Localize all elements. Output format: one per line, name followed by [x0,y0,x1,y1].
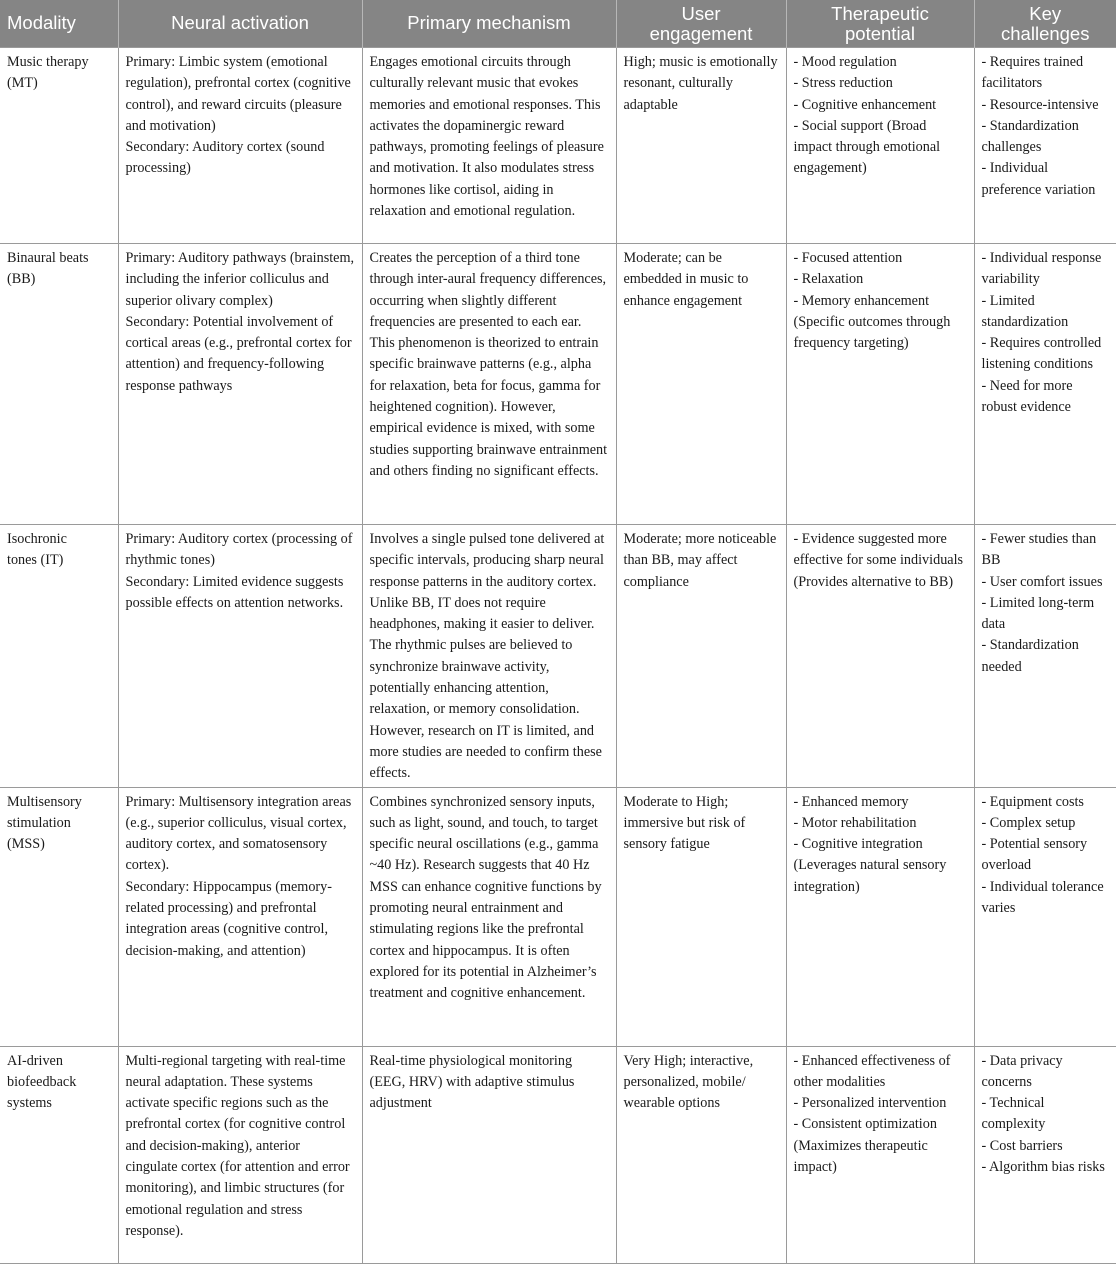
cell-user-engagement: Moderate to High; immersive but risk of sensory fatigue [616,787,786,1046]
cell-modality: Isochronic tones (IT) [0,525,118,788]
table-row [0,48,1116,244]
cell-therapeutic-potential: - Mood regulation - Stress reduction - Cognitive enhancement - Social support (Broad impact through emotional engagement) [786,48,974,244]
cell-key-challenges: - Requires trained facilitators - Resource-intensive - Standardization challenges - Individual preference variation [974,48,1116,244]
cell-therapeutic-potential: - Enhanced effectiveness of other modalities - Personalized intervention - Consistent optimization (Maximizes therapeutic impact) [786,1046,974,1263]
cell-neural-activation: Primary: Auditory pathways (brainstem, including the inferior colliculus and superior olivary complex) Secondary: Potential involvement of cortical areas (e.g., prefrontal cortex for attention) and frequency-following response pathways [118,244,362,525]
table-body [0,48,1116,1264]
cell-primary-mechanism: Real-time physiological monitoring (EEG, HRV) with adaptive stimulus adjustment [362,1046,616,1263]
cell-neural-activation: Multi-regional targeting with real-time neural adaptation. These systems activate specific regions such as the prefrontal cortex (for cognitive control and decision-making), anterior cingulate cortex (for attention and error monitoring), and limbic structures (for emotional regulation and stress response). [118,1046,362,1263]
cell-key-challenges: - Individual response variability - Limited standardization - Requires controlled listening conditions - Need for more robust evidence [974,244,1116,525]
cell-primary-mechanism: Creates the perception of a third tone through inter-aural frequency differences, occurring when slightly different frequencies are presented to each ear. This phenomenon is theorized to entrain specific brainwave patterns (e.g., alpha for relaxation, beta for focus, gamma for heightened cognition). However, empirical evidence is mixed, with some studies supporting brainwave entrainment and others finding no significant effects. [362,244,616,525]
header-primary-mechanism: Primary mechanism [362,0,616,48]
header-user-engagement: User engagement [616,0,786,48]
cell-primary-mechanism: Engages emotional circuits through culturally relevant music that evokes memories and emotional responses. This activates the dopaminergic reward pathways, promoting feelings of pleasure and motivation. It also modulates stress hormones like cortisol, aiding in relaxation and emotional regulation. [362,48,616,244]
header-therapeutic-potential: Therapeutic potential [786,0,974,48]
table-row [0,525,1116,788]
header-neural-activation: Neural activation [118,0,362,48]
cell-modality: Music therapy (MT) [0,48,118,244]
cell-primary-mechanism: Combines synchronized sensory inputs, such as light, sound, and touch, to target specific neural oscillations (e.g., gamma ~40 Hz). Research suggests that 40 Hz MSS can enhance cognitive functions by promoting neural entrainment and stimulating regions like the prefrontal cortex and hippocampus. It is often explored for its potential in Alzheimer’s treatment and cognitive enhancement. [362,787,616,1046]
cell-user-engagement: Very High; interactive, personalized, mobile/ wearable options [616,1046,786,1263]
cell-user-engagement: High; music is emotionally resonant, culturally adaptable [616,48,786,244]
cell-key-challenges: - Data privacy concerns - Technical complexity - Cost barriers - Algorithm bias risks [974,1046,1116,1263]
table-header [0,0,1116,48]
cell-user-engagement: Moderate; more noticeable than BB, may affect compliance [616,525,786,788]
cell-therapeutic-potential: - Enhanced memory - Motor rehabilitation - Cognitive integration (Leverages natural sensory integration) [786,787,974,1046]
cell-modality: AI-driven biofeedback systems [0,1046,118,1263]
header-row [0,0,1116,48]
cell-neural-activation: Primary: Multisensory integration areas (e.g., superior colliculus, visual cortex, auditory cortex, and somatosensory cortex). Secondary: Hippocampus (memory-related processing) and prefrontal integration areas (cognitive control, decision-making, and attention) [118,787,362,1046]
header-key-challenges: Key challenges [974,0,1116,48]
cell-primary-mechanism: Involves a single pulsed tone delivered at specific intervals, producing sharp neural response patterns in the auditory cortex. Unlike BB, IT does not require headphones, making it easier to deliver. The rhythmic pulses are believed to synchronize brainwave activity, potentially enhancing attention, relaxation, or memory consolidation. However, research on IT is limited, and more studies are needed to confirm these effects. [362,525,616,788]
cell-modality: Multisensory stimulation (MSS) [0,787,118,1046]
table-row [0,244,1116,525]
cell-therapeutic-potential: - Focused attention - Relaxation - Memory enhancement (Specific outcomes through frequency targeting) [786,244,974,525]
cell-therapeutic-potential: - Evidence suggested more effective for some individuals (Provides alternative to BB) [786,525,974,788]
cell-neural-activation: Primary: Limbic system (emotional regulation), prefrontal cortex (cognitive control), and reward circuits (pleasure and motivation) Secondary: Auditory cortex (sound processing) [118,48,362,244]
header-modality: Modality [0,0,118,48]
cell-modality: Binaural beats (BB) [0,244,118,525]
cell-neural-activation: Primary: Auditory cortex (processing of rhythmic tones) Secondary: Limited evidence suggests possible effects on attention networks. [118,525,362,788]
table-row [0,1046,1116,1263]
cell-user-engagement: Moderate; can be embedded in music to enhance engagement [616,244,786,525]
cell-key-challenges: - Fewer studies than BB - User comfort issues - Limited long-term data - Standardization needed [974,525,1116,788]
cell-key-challenges: - Equipment costs - Complex setup - Potential sensory overload - Individual tolerance varies [974,787,1116,1046]
table-row [0,787,1116,1046]
